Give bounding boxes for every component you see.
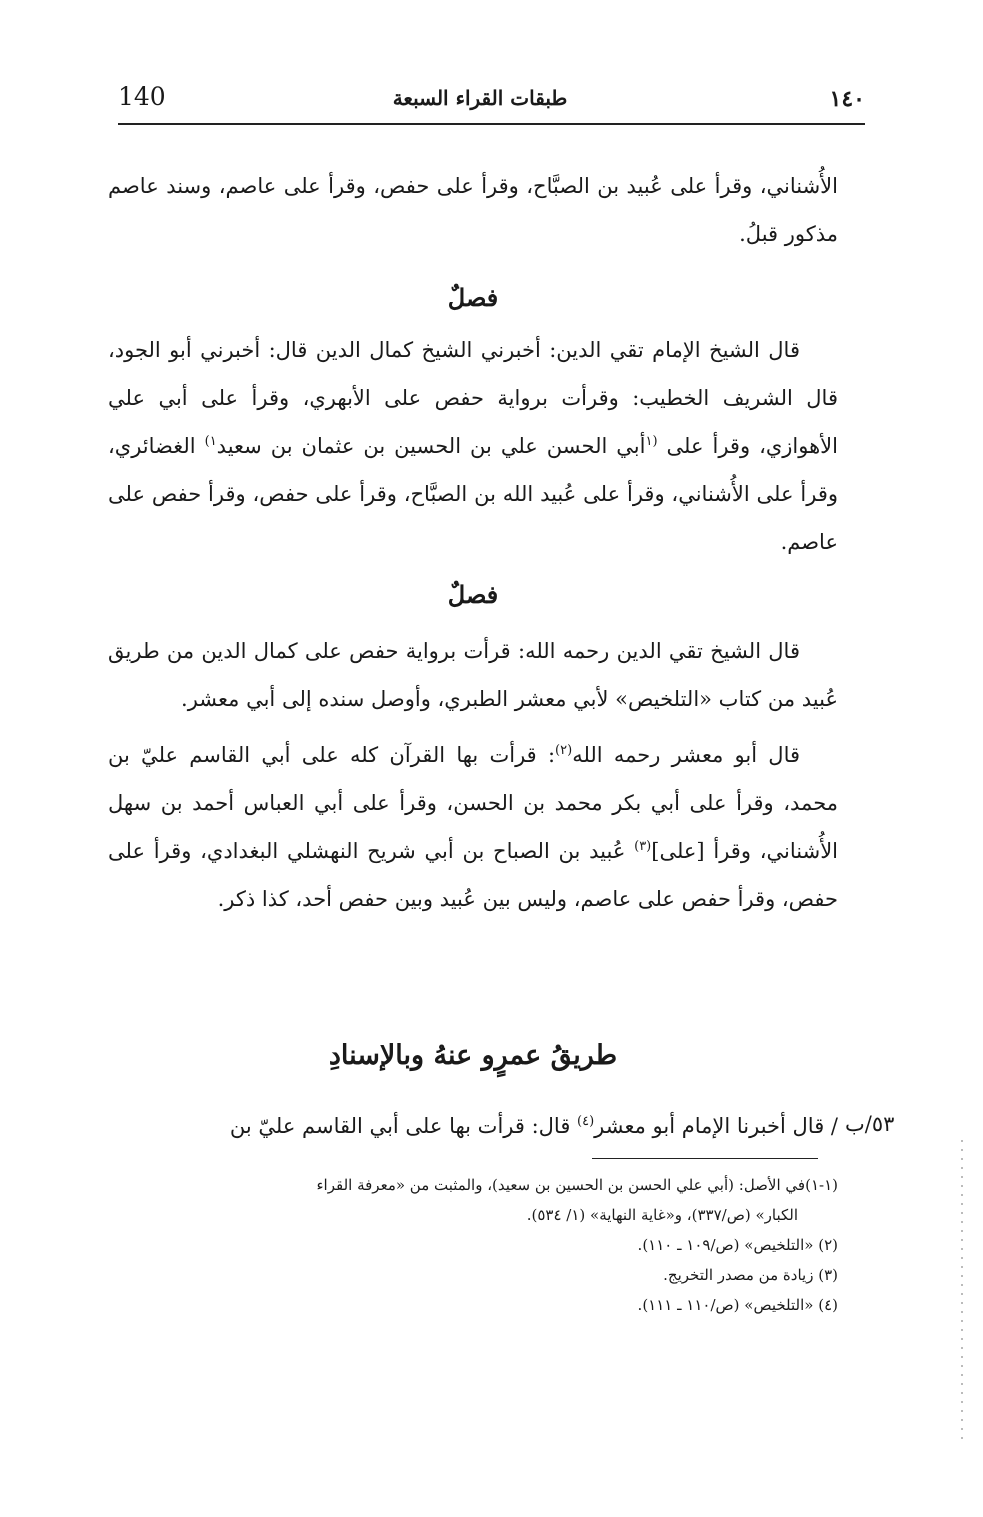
section3-block bbox=[108, 1102, 838, 1150]
intro-block bbox=[108, 162, 838, 258]
scan-edge-artifact bbox=[961, 1140, 963, 1440]
footnote-ref-3: (٣) bbox=[634, 839, 652, 854]
section1-text-a: قال الشيخ الإمام تقي الدين: أخبرني الشيخ كمال الدين قال: أخبرني أبو الجود، قال الشريف الخطيب: وقرأت برواية حفص على الأبهري، وقرأ على أبي علي الأهوازي، وقرأ على bbox=[108, 338, 838, 458]
section1-text-b: أبي الحسن علي بن الحسين بن عثمان بن سعيد bbox=[216, 434, 646, 458]
footnote-4 bbox=[108, 1290, 838, 1320]
running-title: طبقات القراء السبعة bbox=[392, 86, 568, 110]
footnote-marker: (٢) bbox=[818, 1236, 838, 1254]
footnote-ref-2: (٢) bbox=[555, 743, 573, 758]
footnote-1-continuation: الكبار» (ص/٣٣٧)، و«غاية النهاية» (١/ ٥٣٤). bbox=[526, 1206, 798, 1224]
section2-paragraph-1: قال الشيخ تقي الدين رحمه الله: قرأت برواية حفص على كمال الدين من طريق عُبيد من كتاب «التلخيص» لأبي معشر الطبري، وأوصل سنده إلى أبي معشر. bbox=[108, 639, 838, 711]
header-rule bbox=[118, 123, 865, 125]
manuscript-folio-note: ٥٣/ب bbox=[845, 1112, 895, 1136]
footnote-rule bbox=[592, 1158, 818, 1159]
page-number-latin: 140 bbox=[118, 82, 166, 111]
footnote-ref-4: (٤) bbox=[577, 1114, 595, 1129]
section2-text-a: قال أبو معشر رحمه الله bbox=[572, 743, 801, 767]
footnote-text: زيادة من مصدر التخريج. bbox=[663, 1266, 814, 1284]
section1-text-c: الغضائري، وقرأ على الأُشناني، وقرأ على عُبيد الله بن الصبَّاح، وقرأ على حفص، وقرأ حفص على عاصم. bbox=[108, 434, 838, 554]
footnotes bbox=[108, 1170, 838, 1320]
footnote-marker: (١-١) bbox=[805, 1176, 838, 1194]
section1-paragraph bbox=[108, 326, 838, 566]
section2-heading: فصلٌ bbox=[447, 580, 499, 609]
footnote-3 bbox=[108, 1260, 838, 1290]
section1-heading: فصلٌ bbox=[447, 283, 499, 312]
section2-text-b: : قرأت بها القرآن كله على أبي القاسم عليّ بن محمد، وقرأ على أبي بكر محمد بن الحسن، وقرأ على أبي العباس أحمد بن سهل الأُشناني، وقرأ [على] bbox=[108, 743, 839, 863]
intro-paragraph: الأُشناني، وقرأ على عُبيد بن الصبَّاح، وقرأ على حفص، وقرأ على عاصم، وسند عاصم مذكور قبلُ. bbox=[108, 174, 838, 246]
section3-text-a: / قال أخبرنا الإمام أبو معشر bbox=[594, 1114, 838, 1138]
footnote-marker: (٤) bbox=[818, 1296, 838, 1314]
footnote-marker: (٣) bbox=[818, 1266, 838, 1284]
section2-block bbox=[108, 627, 838, 923]
footnote-2 bbox=[108, 1230, 838, 1260]
section2-text-c: عُبيد بن الصباح بن أبي شريح النهشلي البغدادي، وقرأ على حفص، وقرأ حفص على عاصم، وليس بين عُبيد وبين حفص أحد، كذا ذكر. bbox=[108, 839, 838, 911]
footnote-ref-1-open: (١ bbox=[645, 434, 658, 449]
section3-heading: طريقُ عمرٍو عنهُ وبالإسنادِ bbox=[328, 1040, 618, 1071]
section3-paragraph bbox=[108, 1102, 838, 1150]
page-number-arabic: ١٤٠ bbox=[829, 86, 865, 112]
footnote-text: في الأصل: (أبي علي الحسن بن الحسين بن سعيد)، والمثبت من «معرفة القراء bbox=[316, 1176, 806, 1194]
section1-block bbox=[108, 326, 838, 566]
footnote-text: «التلخيص» (ص/١٠٩ ـ ١١٠). bbox=[637, 1236, 814, 1254]
footnote-ref-1-close: ١) bbox=[204, 434, 217, 449]
footnote-1 bbox=[108, 1170, 838, 1200]
footnote-text: «التلخيص» (ص/١١٠ ـ ١١١). bbox=[637, 1296, 814, 1314]
section3-text-b: قال: قرأت بها على أبي القاسم عليّ بن bbox=[229, 1114, 578, 1138]
section2-paragraph-2 bbox=[108, 731, 838, 923]
